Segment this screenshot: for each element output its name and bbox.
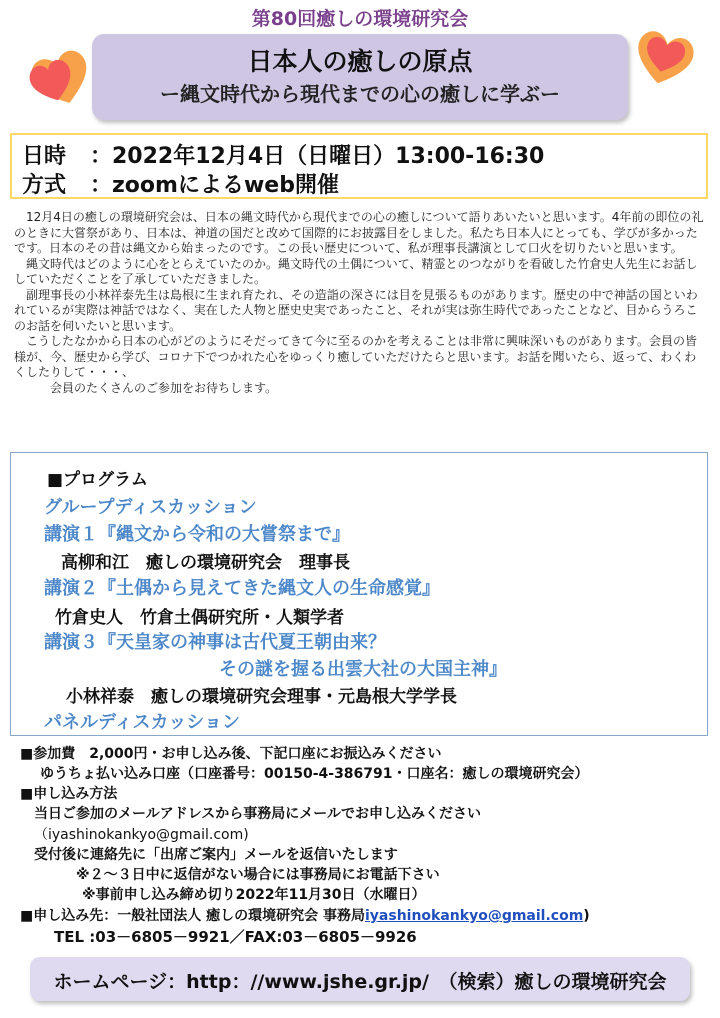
tel-fax-line: TEL :03－6805－9921／FAX:03－6805－9926 xyxy=(54,928,417,946)
contact-line xyxy=(20,907,590,926)
contact-prefix: ■申し込み先：一般社団法人 癒しの環境研究会 事務局 xyxy=(20,908,365,924)
apply-instruction: 当日ご参加のメールアドレスから事務局にメールでお申し込みください xyxy=(34,806,482,822)
schedule-box xyxy=(10,133,708,199)
method-value: ：zoomによるweb開催 xyxy=(90,173,339,198)
program-speaker-3: 小林祥泰 癒しの環境研究会理事・元島根大学学長 xyxy=(66,687,457,707)
program-lecture-1: 講演１『縄文から令和の大嘗祭まで』 xyxy=(44,524,350,545)
date-value: ：2022年12月4日（日曜日）13:00-16:30 xyxy=(90,144,545,169)
deadline-note: ※事前申し込み締め切り2022年11月30日（水曜日） xyxy=(82,887,426,903)
homepage-banner xyxy=(30,957,690,1001)
intro-paragraph: 副理事長の小林祥泰先生は島根に生まれ育たれ、その造詣の深さには目を見張るものがあります。歴史の中で神話の国といわれているが実際は神話ではなく、実在した人物と歴史史実であったこと、それが実は弥生時代であったことなど、目からうろこのお話を伺いたいと思います。 xyxy=(14,287,698,333)
program-heading: ■プログラム xyxy=(47,470,148,490)
heart-icon-right xyxy=(628,24,704,88)
date-label: 日時 xyxy=(22,144,67,169)
apply-heading: ■申し込み方法 xyxy=(20,786,118,802)
reply-note: 受付後に連絡先に「出席ご案内」メールを返信いたします xyxy=(34,847,398,863)
program-box xyxy=(10,452,708,736)
program-speaker-1: 高柳和江 癒しの環境研究会 理事長 xyxy=(61,553,350,573)
apply-email: （iyashinokankyo@gmail.com) xyxy=(34,827,249,843)
fee-line: ■参加費 2,000円・お申し込み後、下記口座にお振込みください xyxy=(20,746,442,762)
program-lecture-2: 講演２『土偶から見えてきた縄文人の生命感覚』 xyxy=(44,578,440,599)
phone-note: ※２～３日中に返信がない場合には事務局にお電話下さい xyxy=(76,867,440,883)
intro-paragraph: 12月4日の癒しの環境研究会は、日本の縄文時代から現代までの心の癒しについて語りあいたいと思います。4年前の即位の礼のときに大嘗祭があり、日本は、神道の国だと改めて国際的にお披露目をしました。私たち日本人にとっても、学びが多かったです。日本のその昔は縄文から始まったのです。この長い歴史について、私が理事長講演として口火を切りたいと思います。 xyxy=(14,210,704,255)
heart-icon-left xyxy=(28,46,100,108)
intro-text xyxy=(14,210,706,396)
date-line xyxy=(22,139,544,170)
program-speaker-2: 竹倉史人 竹倉土偶研究所・人類学者 xyxy=(55,608,344,628)
program-group-discussion: グループディスカッション xyxy=(44,497,257,518)
program-lecture-3b: その謎を握る出雲大社の大国主神』 xyxy=(219,659,507,680)
contact-email-link[interactable]: iyashinokankyo@gmail.com xyxy=(364,908,584,924)
method-label: 方式 xyxy=(22,173,67,198)
intro-paragraph: 会員のたくさんのご参加をお待ちします。 xyxy=(14,380,278,395)
title-banner xyxy=(92,34,628,120)
sub-title: ー縄文時代から現代までの心の癒しに学ぶー xyxy=(160,82,560,106)
method-line xyxy=(22,168,339,199)
bank-account-line: ゆうちょ払い込み口座（口座番号：00150-4-386791・口座名：癒しの環境研究会） xyxy=(40,766,589,782)
homepage-text[interactable]: ホームページ：http：//www.jshe.gr.jp/ （検索）癒しの環境研究会 xyxy=(53,971,667,993)
program-panel-discussion: パネルディスカッション xyxy=(44,712,241,733)
contact-suffix: ) xyxy=(583,908,590,924)
program-lecture-3a: 講演３『天皇家の神事は古代夏王朝由来？ xyxy=(44,632,386,653)
intro-paragraph: こうしたなかから日本の心がどのようにそだってきて今に至るのかを考えることは非常に興味深いものがあります。会員の皆様が、今、歴史から学び、コロナ下でつかれた心をゆっくり癒していただけたらと思います。お話を聞いたら、返って、わくわくしたりして・・・、 xyxy=(14,334,698,379)
intro-paragraph: 縄文時代はどのように心をとらえていたのか。縄文時代の土偶について、精霊とのつながりを看破した竹倉史人先生にお話ししていただくことを了承していただきました。 xyxy=(14,256,698,286)
event-number: 第80回癒しの環境研究会 xyxy=(251,8,469,30)
main-title: 日本人の癒しの原点 xyxy=(247,47,473,76)
